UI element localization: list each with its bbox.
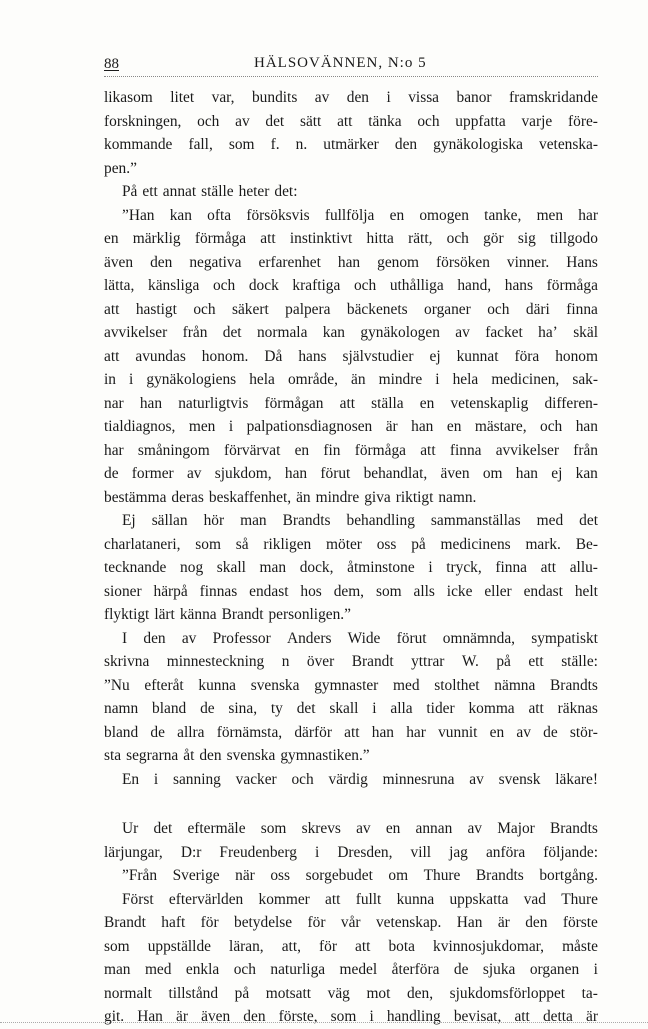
text-line: Ur det eftermäle som skrevs av en annan av Major Brandts <box>122 820 598 837</box>
text-line: lätta, känsliga och dock kraftiga och uthålliga hand, hans förmåga <box>104 277 598 294</box>
text-line: ”Från Sverige när oss sorgebudet om Thure Brandts bortgång. <box>122 867 598 884</box>
text-line: tecknande nog skall man dock, åtminstone i tryck, finna att allu- <box>104 559 598 576</box>
text-line: namn bland de sina, ty det skall i alla tider komma att räknas <box>104 700 598 717</box>
text-line: charlataneri, som så rikligen möter oss på medicinens mark. Be- <box>104 535 598 553</box>
text-line: Ej sällan hör man Brandts behandling sammanställas med det <box>122 512 598 529</box>
page-number: 88 <box>104 56 119 72</box>
text-line: skrivna minnesteckning n över Brandt yttrar W. på ett ställe: <box>104 653 598 670</box>
text-line: lärjungar, D:r Freudenberg i Dresden, vill jag anföra följande: <box>104 843 598 861</box>
text-line: sioner härpå finnas endast hos dem, som alls icke eller endast helt <box>104 582 598 600</box>
text-line: sta segrarna åt den svenska gymnastiken.” <box>104 747 370 764</box>
bottom-rule <box>0 1022 648 1024</box>
text-line: likasom litet var, bundits av den i vissa banor framskridande <box>104 89 598 106</box>
text-line: git. Han är även den förste, som i handling bevisat, att detta är <box>104 1008 598 1025</box>
text-line: Först eftervärlden kommer att fullt kunna uppskatta vad Thure <box>122 890 598 908</box>
text-line: I den av Professor Anders Wide förut omnämnda, sympatiskt <box>122 629 598 647</box>
text-line: tialdiagnos, men i palpationsdiagnosen är han en mästare, och han <box>104 418 598 435</box>
text-line: På ett annat ställe heter det: <box>122 183 298 200</box>
text-line: nar han naturligtvis förmågan att ställa en vetenskaplig differen- <box>104 394 598 412</box>
paragraph-gap <box>104 791 598 817</box>
text-line: flyktigt lärt känna Brandt personligen.” <box>104 606 351 623</box>
text-line: de former av sjukdom, han förut behandlat, även om han ej kan <box>104 465 598 482</box>
text-line: forskningen, och av det sätt att tänka och uppfatta varje före- <box>104 112 598 130</box>
text-line: kommande fall, som f. n. utmärker den gynäkologiska vetenska- <box>104 136 598 153</box>
text-line: som uppställde läran, att, för att bota kvinnosjukdomar, måste <box>104 937 598 955</box>
running-header <box>104 52 598 77</box>
running-title: HÄLSOVÄNNEN, N:o 5 <box>254 55 427 71</box>
text-line: avvikelser från det normala kan gynäkologen av facket ha’ skäl <box>104 324 598 341</box>
text-line: en märklig förmåga att instinktivt hitta rätt, och gör sig tillgodo <box>104 230 598 247</box>
text-line: att hastigt och säkert palpera bäckenets organer och däri finna <box>104 300 598 318</box>
text-line: pen.” <box>104 159 137 177</box>
body-text <box>104 86 598 1029</box>
text-line: ”Han kan ofta försöksvis fullfölja en omogen tanke, men har <box>122 206 598 224</box>
text-line: in i gynäkologiens hela område, än mindre i hela medicinen, sak- <box>104 371 598 388</box>
text-line: ”Nu efteråt kunna svenska gymnaster med stolthet nämna Brandts <box>104 676 598 694</box>
text-line: även den negativa erfarenhet han genom försöken vinner. Hans <box>104 253 598 271</box>
text-line: att avundas honom. Då hans självstudier ej kunnat föra honom <box>104 347 598 365</box>
text-line: normalt tillstånd på motsatt väg mot den, sjukdomsförloppet ta- <box>104 984 598 1002</box>
text-line: Brandt haft för betydelse för vår vetenskap. Han är den förste <box>104 914 598 931</box>
text-line: har småningom förvärvat en fin förmåga att finna avvikelser från <box>104 441 598 459</box>
text-line: bland de allra förnämsta, därför att han har vunnit en av de stör- <box>104 723 598 741</box>
text-line: En i sanning vacker och värdig minnesruna av svensk läkare! <box>122 770 598 788</box>
text-line: man med enkla och naturliga medel återföra de sjuka organen i <box>104 961 598 978</box>
text-line: bestämma deras beskaffenhet, än mindre giva riktigt namn. <box>104 488 477 506</box>
